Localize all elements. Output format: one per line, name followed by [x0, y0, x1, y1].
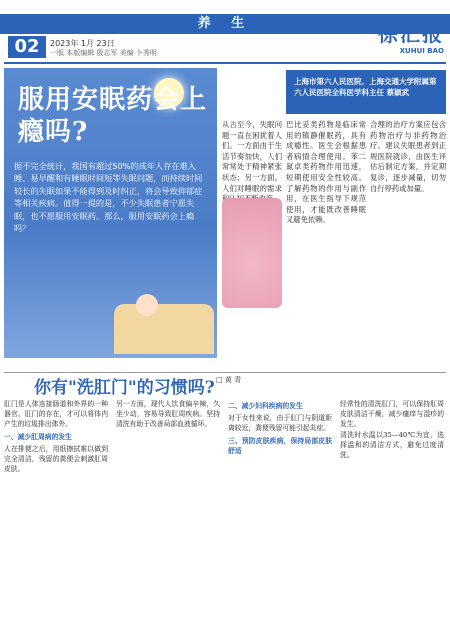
feature-col-1: 从古至今，失眠问题一直在困扰着人们。一方面由于生活节奏加快，人们常常处于精神紧张状态；另一方面，人们对睡眠的需求	[222, 120, 282, 193]
second-article	[4, 372, 446, 634]
subhead-2: 二、减少妇科疾病的发生	[228, 402, 303, 410]
article-col-3: 二、减少妇科疾病的发生 对于女性来说，由于肛门与阴道距离较近，粪便残留可能引起炎症。 三、预防皮肤疾病，保持局部皮肤舒适	[228, 402, 332, 455]
article-col-4: 经常性的清洗肛门，可以保持肛周皮肤清洁干燥，减少瘙痒与湿疹的发生。 清洗时水温以35—40℃为宜，选择温和的清洁方式，避免过度清洗。	[340, 400, 444, 460]
subhead-3: 三、预防皮肤疾病，保持局部皮肤舒适	[228, 436, 332, 455]
page-header	[0, 0, 450, 60]
article-title: 你有"洗肛门"的习惯吗?	[34, 378, 215, 398]
issue-date: 2023年 1月 23日	[50, 39, 115, 48]
subhead-1: 一、减少肛周病的发生	[4, 432, 72, 441]
author-box: 上海市第六人民医院、上海交通大学附属第六人民医院全科医学科主任 蔡颖武	[286, 70, 446, 114]
bed-illustration	[114, 304, 214, 354]
section-title: 养 生	[197, 16, 253, 31]
article-byline: □ 黄 青	[216, 376, 242, 384]
sleep-illustration	[222, 198, 282, 308]
article-col-1: 肛门是人体连接肠道和外界的一种器官。肛门的存在，才可以将体内产生的垃圾排出体外。 一、减少肛周病的发生 人在排便之后，用纸擦拭难以做到完全清洁，残留的粪便会刺激肛周皮肤。	[4, 400, 108, 474]
feature-col-2: 巴比妥类药物是临床常用的镇静催眠药，具有成瘾性。医生会根据患者病情合理使用。苯二氮卓类药物作用迅速，短期使用安全性较高。了解药物的作用与副作用，在医生指导下规范使用，才能既改善睡眠又避免依赖。	[286, 120, 366, 225]
feature-article	[4, 62, 446, 362]
sleeping-girl-illustration	[136, 294, 158, 316]
feature-title: 服用安眠药会上瘾吗?	[18, 85, 208, 147]
brand-logo: 徐汇报 XUHUI BAO	[378, 22, 444, 55]
feature-poster	[4, 68, 217, 358]
article-col-2: 另一方面，现代人饮食偏辛辣，久坐少动，容易导致肛周疾病。坚持清洗有助于改善局部血液循环。	[116, 400, 220, 429]
feature-col-3: 合理的治疗方案应包含药物治疗与非药物治疗。建议失眠患者到正规医院就诊，由医生评估后制定方案，并定期复诊，逐步减量，切勿自行停药或加量。	[370, 120, 446, 193]
edit-line: 一版 本版编辑 殷志军 美编 卜秀明	[50, 49, 157, 57]
page-number: 02	[8, 36, 46, 58]
feature-intro: 据不完全统计，我国有超过50%的成年人存在难入睡、易早醒和有睡眠时间短等失眠问题，而持续时间较长的失眠如果不能得到及时纠正，将会导致抑郁症等相关疾病。值得一提的是，不少失眠患者宁愿失眠，也不愿服用安眠药。那么，服用安眠药会上瘾吗？	[14, 161, 203, 234]
